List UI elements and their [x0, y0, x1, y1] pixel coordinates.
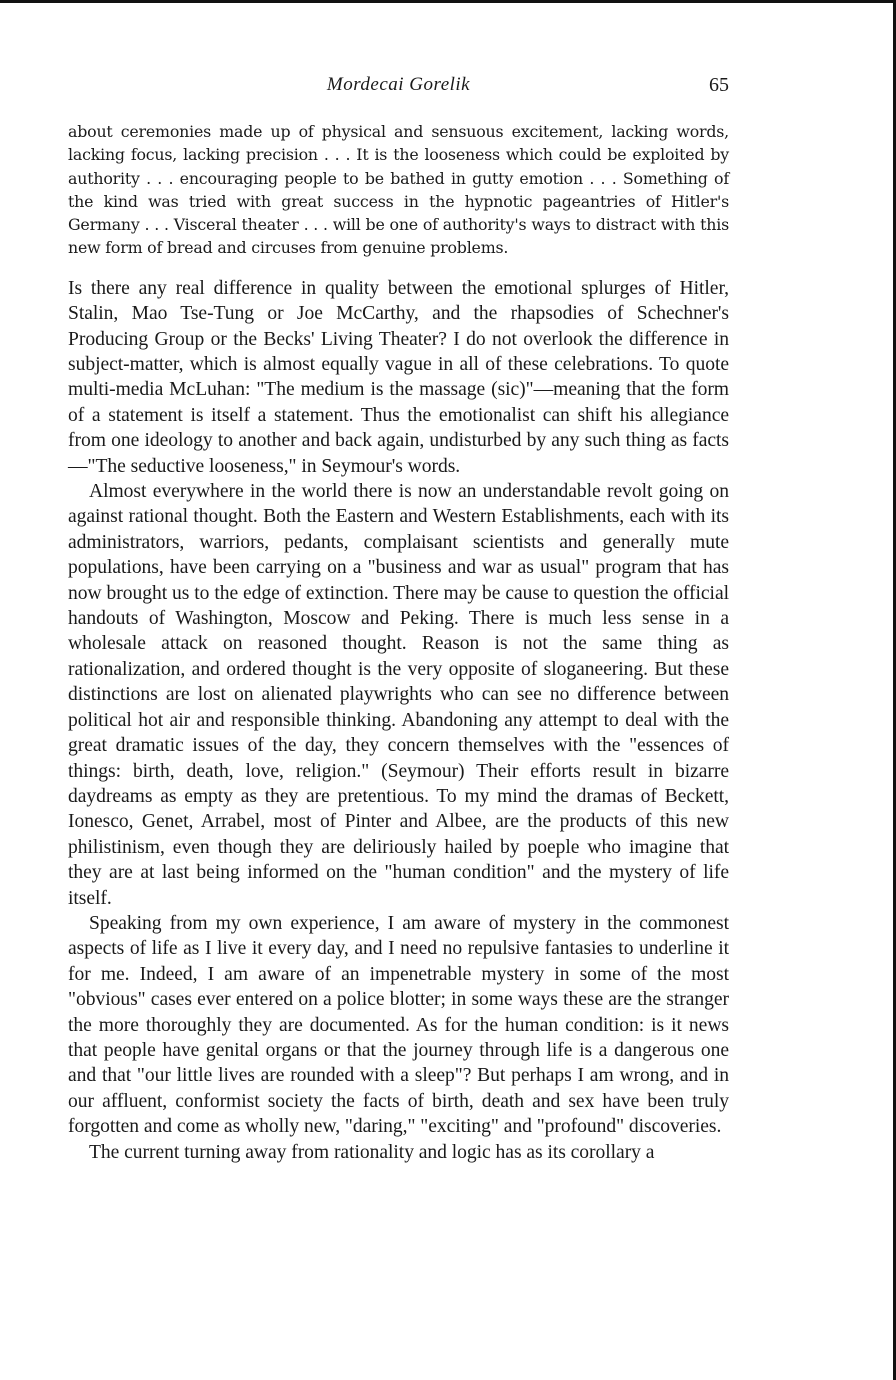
- paragraph: Is there any real difference in quality between the emotional splurges of Hitler, Stalin, Mao Tse-Tung or Joe McCarthy, and the rhapsodies of Schechner's Producing Group or the Becks' Living Theater? I do not overlook the difference in subject-matter, which is almost equally vague in all of these celebrations. To quote multi-media McLuhan: "The medium is the massage (sic)"—meaning that the form of a statement is itself a statement. Thus the emotionalist can shift his allegiance from one ideology to another and back again, undisturbed by any such thing as facts—"The seductive looseness," in Seymour's words.: [68, 277, 729, 477]
- page-number: 65: [709, 74, 729, 96]
- running-head: [68, 74, 729, 104]
- paragraph: Almost everywhere in the world there is now an understandable revolt going on against rational thought. Both the Eastern and Western Establishments, each with its administrators, warriors, pedants, complaisant scientists and generally mute populations, have been carrying on a "business and war as usual" program that has now brought us to the edge of extinction. There may be cause to question the official handouts of Washington, Moscow and Peking. There is much less sense in a wholesale attack on reasoned thought. Reason is not the same thing as rationalization, and ordered thought is the very opposite of sloganeering. But these distinctions are lost on alienated playwrights who can see no difference between political hot air and responsible thinking. Abandoning any attempt to deal with the great dramatic issues of the day, they concern themselves with the "essences of things: birth, death, love, religion." (Seymour) Their efforts result in bizarre daydreams as empty as they are pretentious. To my mind the dramas of Beckett, Ionesco, Genet, Arrabel, most of Pinter and Albee, are the products of this new philistinism, even though they are deliriously hailed by poeple who imagine that they are at last being informed on the "human condition" and the mystery of life itself.: [68, 481, 729, 909]
- body-text: [68, 276, 729, 1165]
- paragraph: The current turning away from rationality and logic has as its corollary a: [89, 1141, 655, 1163]
- paragraph: Speaking from my own experience, I am aware of mystery in the commonest aspects of life as I live it every day, and I need no repulsive fantasies to underline it for me. Indeed, I am aware of an impenetrable mystery in some of the most "obvious" cases ever entered on a police blotter; in some ways these are the stranger the more thoroughly they are documented. As for the human condition: is it news that people have genital organs or that the journey through life is a dangerous one and that "our little lives are rounded with a sleep"? But perhaps I am wrong, and in our affluent, conformist society the facts of birth, death and sex have been truly forgotten and come as wholly new, "daring," "exciting" and "profound" discoveries.: [68, 912, 729, 1138]
- running-head-author: Mordecai Gorelik: [326, 74, 471, 95]
- block-quote: about ceremonies made up of physical and sensuous excitement, lacking words, lacking focus, lacking precision . . . It is the looseness which could be exploited by authority . . . encouraging people to be bathed in gutty emotion . . . Something of the kind was tried with great success in the hypnotic pageantries of Hitler's Germany . . . Visceral theater . . . will be one of authority's ways to distract with this new form of bread and circuses from genuine problems.: [68, 122, 729, 258]
- scan-edge-top: [0, 0, 896, 3]
- book-page: [68, 74, 729, 1165]
